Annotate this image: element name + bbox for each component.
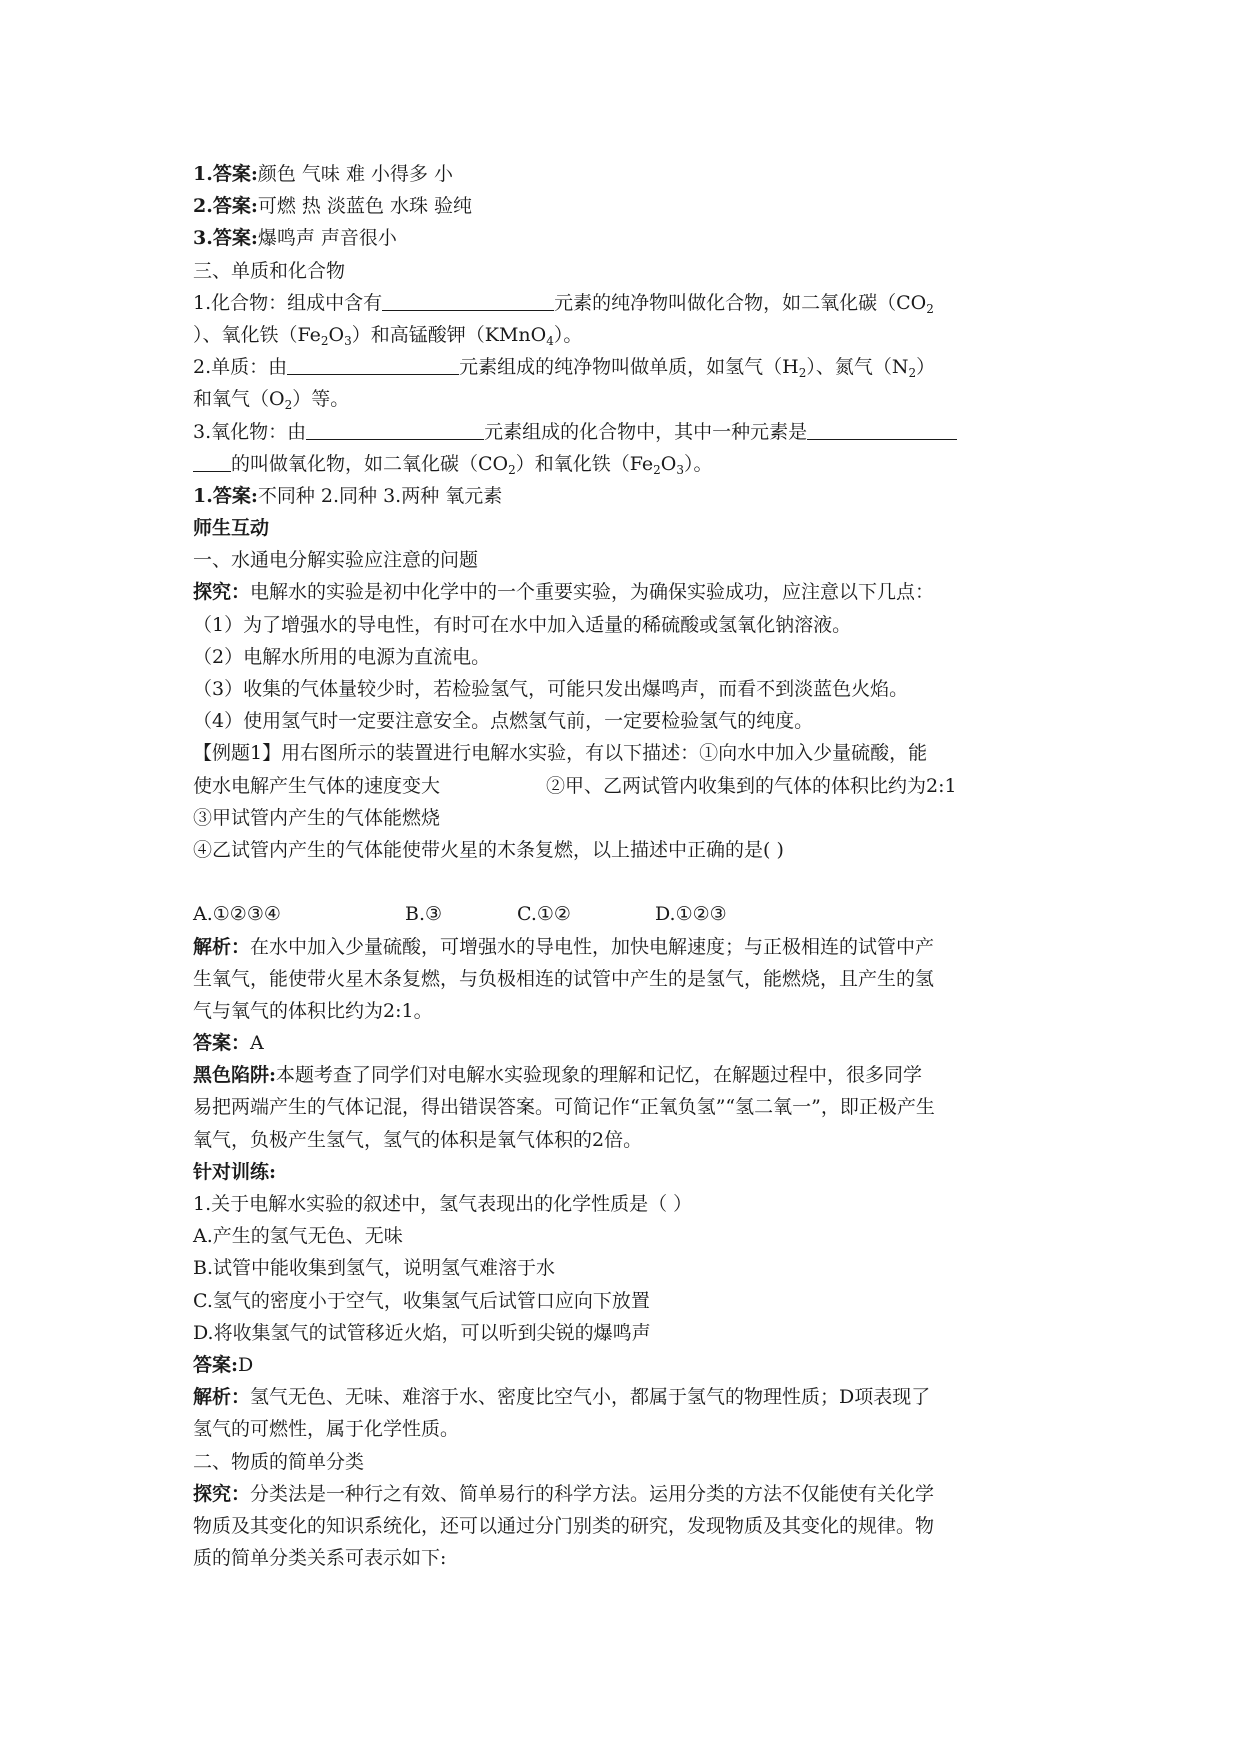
question-text: 和氧气（O <box>193 388 285 411</box>
answer-blank <box>807 419 957 440</box>
trap-line: 氧气，负极产生氢气，氢气的体积是氧气体积的2倍。 <box>193 1128 643 1151</box>
subscript: 2 <box>908 366 917 381</box>
question-text: ）和高锰酸钾（KMnO <box>351 323 547 346</box>
answer-label: 1.答案: <box>193 163 258 185</box>
question-text: 3.氧化物：由 <box>193 420 307 443</box>
question-text: 2.单质：由 <box>193 356 288 379</box>
analysis-line: 氢气的可燃性，属于化学性质。 <box>193 1418 460 1441</box>
answer-label: 答案: <box>193 1353 239 1376</box>
analysis-line <box>193 931 1053 963</box>
explore-point: （3）收集的气体量较少时，若检验氢气，可能只发出爆鸣声，而看不到淡蓝色火焰。 <box>193 678 909 700</box>
section-heading: 师生互动 <box>193 517 270 540</box>
explore-line: 质的简单分类关系可表示如下: <box>193 1547 447 1570</box>
example-text: 使水电解产生气体的速度变大 <box>193 774 441 797</box>
answer-line <box>193 222 1053 254</box>
subscript: 3 <box>676 462 685 477</box>
analysis-line <box>193 1381 1053 1413</box>
blank-line <box>193 866 1053 898</box>
explore-text: 分类法是一种行之有效、简单易行的科学方法。运用分类的方法不仅能使有关化学 <box>250 1482 935 1505</box>
question-text: ）等。 <box>292 388 350 411</box>
answer-text: D <box>238 1353 254 1376</box>
answer-text: 可燃 热 淡蓝色 水珠 验纯 <box>257 195 473 218</box>
options-line <box>193 898 1053 930</box>
subscript: 4 <box>546 333 554 348</box>
analysis-label: 解析： <box>193 1386 251 1409</box>
explore-line <box>193 1478 1053 1510</box>
topic-heading: 一、水通电分解实验应注意的问题 <box>193 549 479 572</box>
question-text: ）和氧化铁（Fe <box>515 452 654 475</box>
question-text: ）。 <box>684 452 713 475</box>
explore-point: （1）为了增强水的导电性，有时可在水中加入适量的稀硫酸或氢氧化钠溶液。 <box>193 613 852 636</box>
practice-option: C.氢气的密度小于空气，收集氢气后试管口应向下放置 <box>193 1289 650 1312</box>
question-text: ） <box>916 356 936 379</box>
example-line: ④乙试管内产生的气体能使带火星的木条复燃，以上描述中正确的是( ) <box>193 838 784 861</box>
subscript: 2 <box>798 366 807 381</box>
section-heading: 三、单质和化合物 <box>193 259 346 282</box>
answer-blank <box>382 290 554 311</box>
option-d: D.①②③ <box>655 903 727 926</box>
subscript: 3 <box>344 333 352 348</box>
analysis-line: 生氧气，能使带火星木条复燃，与负极相连的试管中产生的是氢气，能燃烧，且产生的氢 <box>193 967 935 990</box>
subscript: 2 <box>284 398 293 413</box>
option-c: C.①② <box>517 903 571 926</box>
answer-text: 爆鸣声 声音很小 <box>257 227 397 250</box>
explore-line <box>193 576 1053 608</box>
trap-text: 本题考查了同学们对电解水实验现象的理解和记忆，在解题过程中，很多同学 <box>276 1064 923 1087</box>
answer-label: 3.答案: <box>193 227 258 250</box>
question-text: ）、氮气（N <box>806 356 909 379</box>
question-line <box>193 287 1053 319</box>
answer-blank <box>287 354 459 375</box>
explore-line: 物质及其变化的知识系统化，还可以通过分门别类的研究，发现物质及其变化的规律。物 <box>193 1514 935 1537</box>
example-line: ③甲试管内产生的气体能燃烧 <box>193 806 441 829</box>
answer-line <box>193 190 1053 222</box>
answer-line <box>193 1027 1053 1059</box>
question-text: 的叫做氧化物，如二氧化碳（CO <box>231 452 509 475</box>
example-line: 【例题1】用右图所示的装置进行电解水实验，有以下描述：①向水中加入少量硫酸，能 <box>193 742 928 765</box>
analysis-text: 氢气无色、无味、难溶于水、密度比空气小，都属于氢气的物理性质；D项表现了 <box>250 1386 931 1409</box>
question-text: 元素的纯净物叫做化合物，如二氧化碳（CO <box>554 291 927 314</box>
subscript: 2 <box>508 462 516 477</box>
explore-text: 电解水的实验是初中化学中的一个重要实验，为确保实验成功，应注意以下几点： <box>250 581 935 604</box>
practice-heading: 针对训练: <box>193 1160 277 1183</box>
answer-line <box>193 158 1053 190</box>
subscript: 2 <box>653 462 661 477</box>
practice-option: B.试管中能收集到氢气，说明氢气难溶于水 <box>193 1257 556 1280</box>
question-line <box>193 319 1053 351</box>
answer-label: 1.答案: <box>193 484 258 507</box>
answer-line <box>193 1349 1053 1381</box>
analysis-text: 在水中加入少量硫酸，可增强水的导电性，加快电解速度；与正极相连的试管中产 <box>250 935 935 958</box>
trap-label: 黑色陷阱: <box>193 1064 277 1087</box>
analysis-label: 解析： <box>193 935 251 958</box>
answer-blank <box>306 419 484 440</box>
practice-option: A.产生的氢气无色、无味 <box>193 1225 403 1248</box>
explore-point: （4）使用氢气时一定要注意安全。点燃氢气前，一定要检验氢气的纯度。 <box>193 710 814 733</box>
explore-label: 探究： <box>193 1482 251 1505</box>
option-a: A.①②③④ <box>193 903 281 926</box>
page-content <box>193 158 1053 1574</box>
answer-text: A <box>250 1032 264 1055</box>
subscript: 2 <box>926 301 934 316</box>
question-text: O <box>660 452 677 475</box>
analysis-line: 气与氧气的体积比约为2:1。 <box>193 999 433 1022</box>
question-line <box>193 416 1053 448</box>
subscript: 2 <box>320 333 329 348</box>
practice-question: 1.关于电解水实验的叙述中，氢气表现出的化学性质是（ ） <box>193 1193 693 1215</box>
practice-option: D.将收集氢气的试管移近火焰，可以听到尖锐的爆鸣声 <box>193 1321 651 1344</box>
trap-line: 易把两端产生的气体记混，得出错误答案。可简记作“正氧负氢”“氢二氧一”，即正极产生 <box>193 1096 935 1119</box>
topic-heading: 二、物质的简单分类 <box>193 1450 365 1473</box>
question-line <box>193 383 1053 415</box>
answer-line <box>193 480 1053 512</box>
question-text: ）。 <box>553 323 583 346</box>
explore-point: （2）电解水所用的电源为直流电。 <box>193 645 491 668</box>
answer-text: 不同种 2.同种 3.两种 氧元素 <box>257 484 503 507</box>
question-text: 1.化合物：组成中含有 <box>193 291 383 314</box>
question-text: ）、氧化铁（Fe <box>193 323 321 346</box>
question-text: 元素组成的化合物中，其中一种元素是 <box>484 420 808 443</box>
trap-line <box>193 1059 1053 1091</box>
question-text: O <box>328 323 345 346</box>
answer-text: 颜色 气味 难 小得多 小 <box>257 163 454 185</box>
question-line <box>193 351 1053 383</box>
answer-label: 2.答案: <box>193 195 258 218</box>
example-text: ②甲、乙两试管内收集到的气体的体积比约为2:1 <box>546 774 957 797</box>
question-line <box>193 448 1053 480</box>
question-text: 元素组成的纯净物叫做单质，如氢气（H <box>459 356 799 379</box>
option-b: B.③ <box>405 903 443 926</box>
answer-label: 答案： <box>193 1032 251 1055</box>
explore-label: 探究： <box>193 581 251 604</box>
example-line <box>193 770 1053 802</box>
answer-blank <box>193 451 231 472</box>
